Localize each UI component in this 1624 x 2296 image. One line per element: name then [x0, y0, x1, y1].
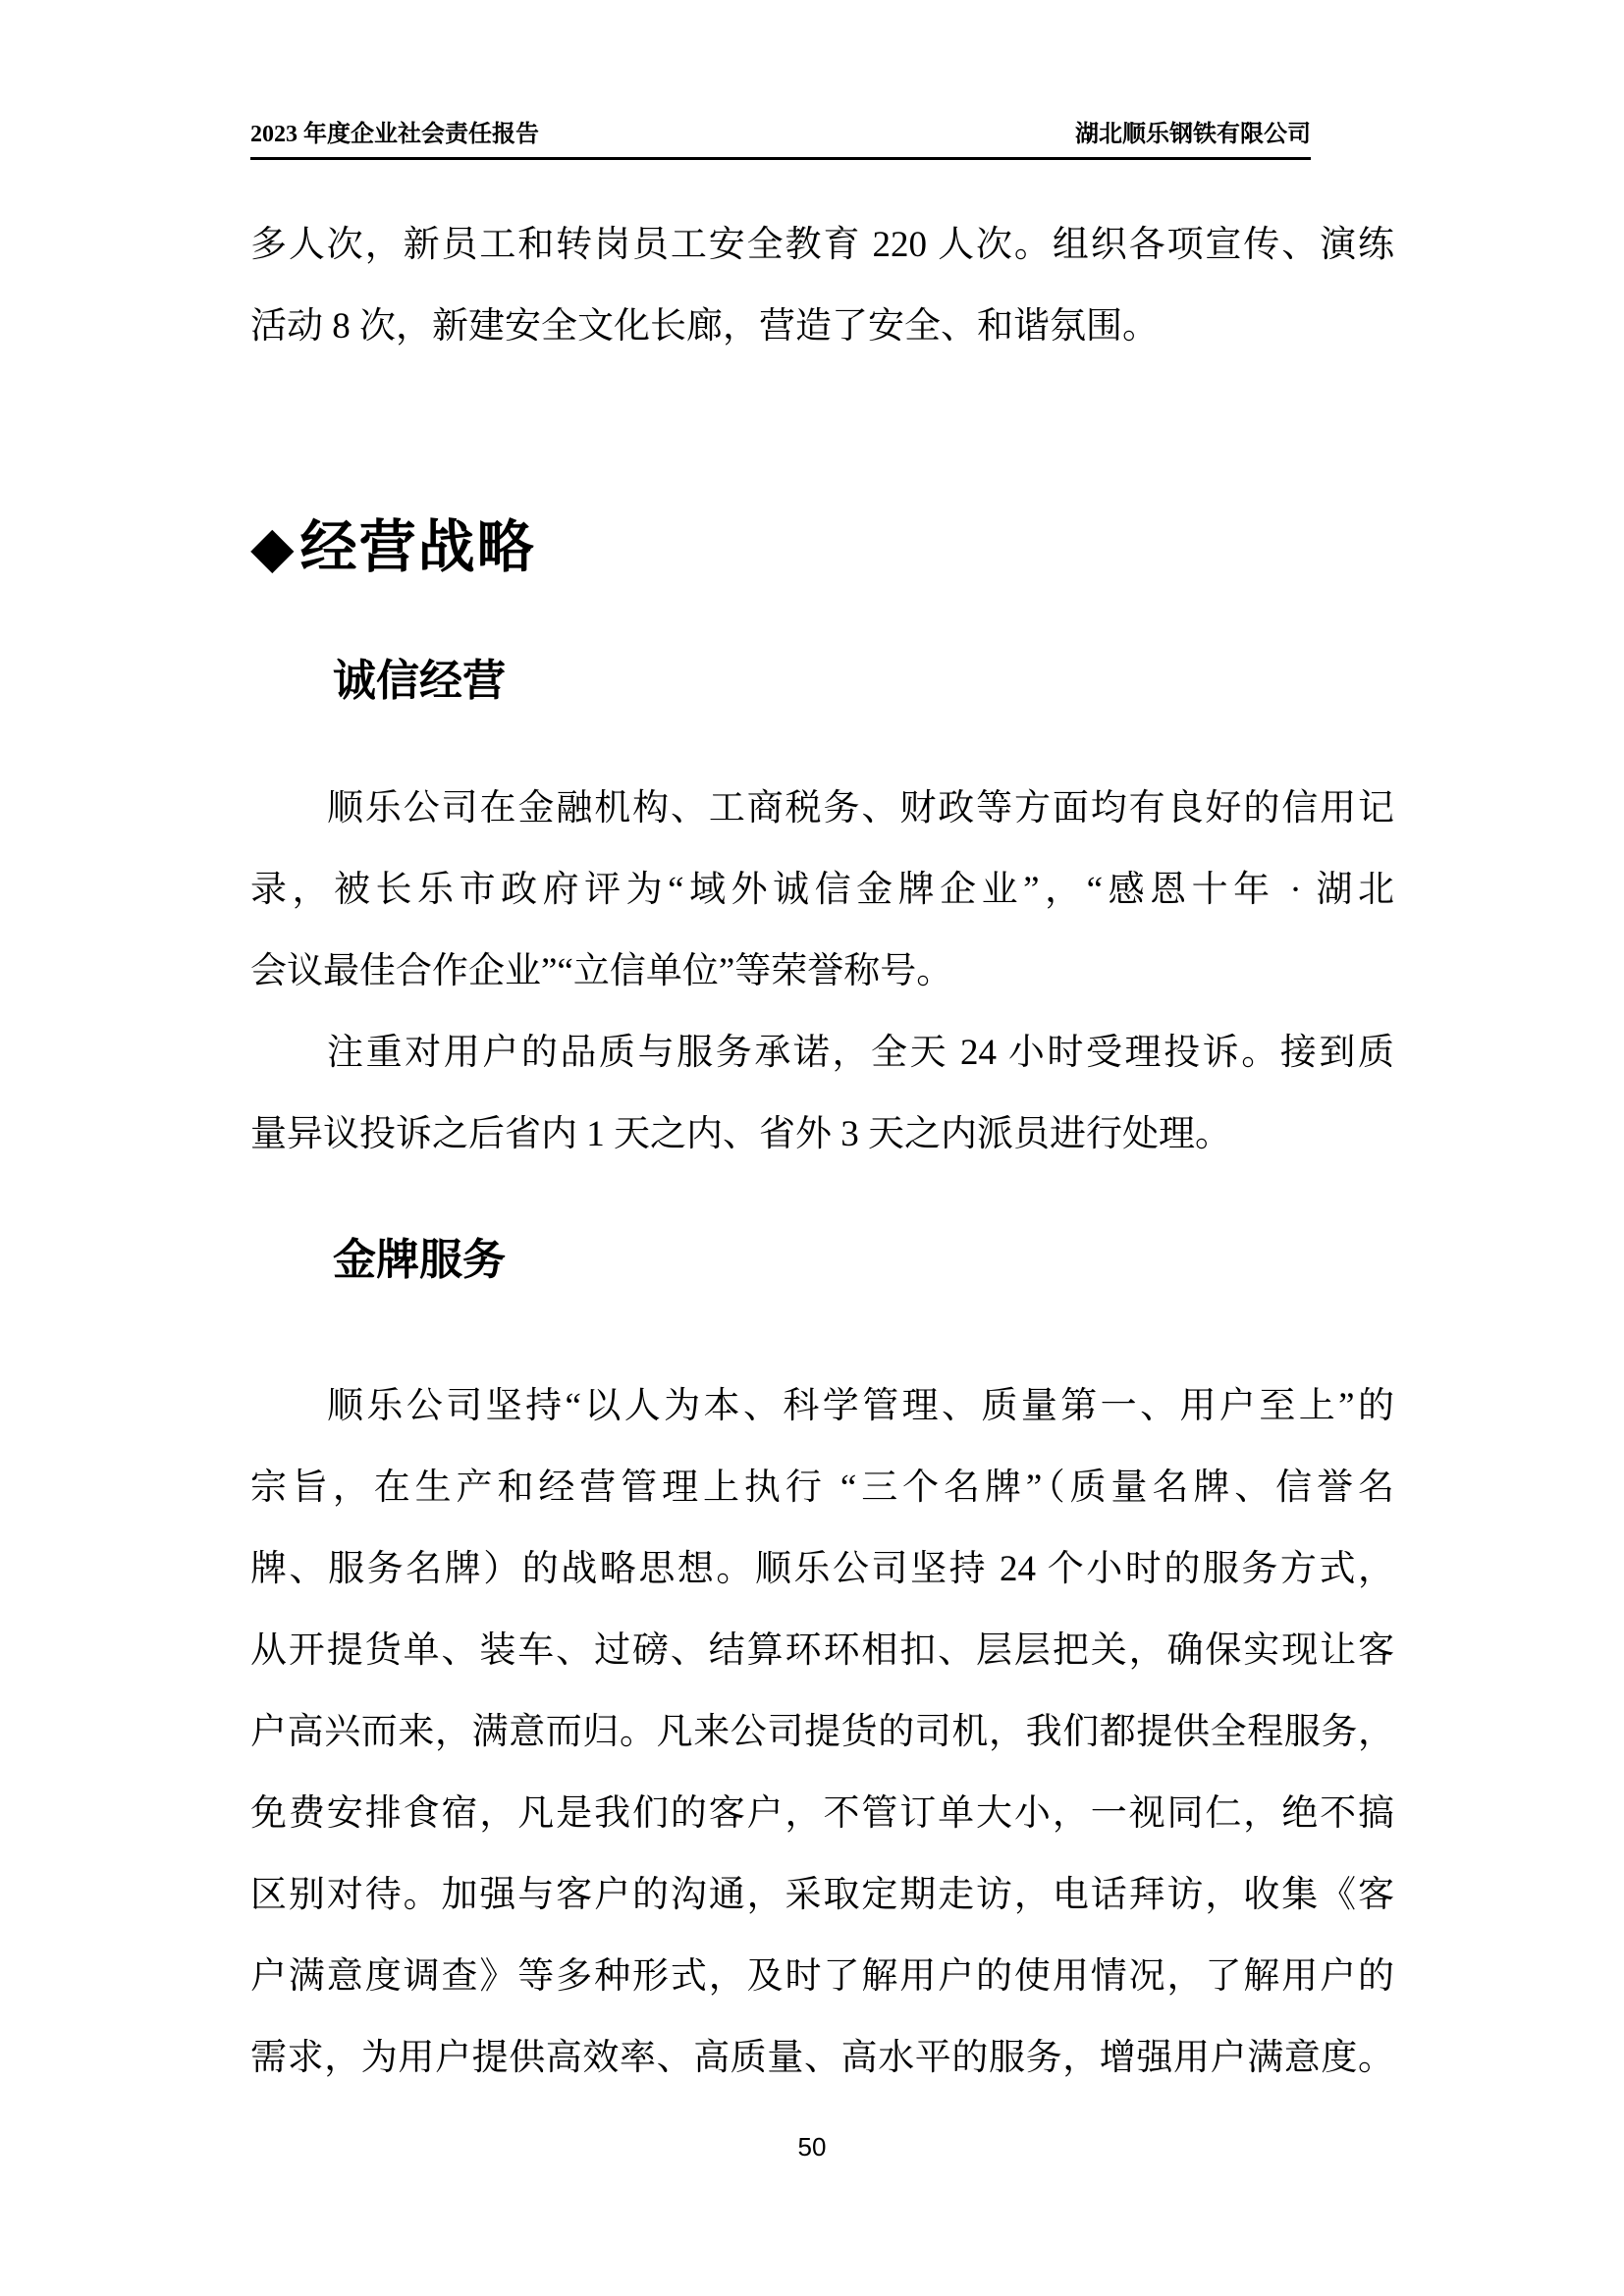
text-line: 顺乐公司坚持“以人为本、科学管理、质量第一、用户至上”的: [327, 1386, 1394, 1426]
diamond-bullet-icon: ◆: [250, 515, 297, 579]
text-line: 区别对待。加强与客户的沟通，采取定期走访，电话拜访，收集《客: [250, 1875, 1394, 1915]
paragraph-service-promise: [250, 1012, 1394, 1175]
text-line: 录，被长乐市政府评为“域外诚信金牌企业”，“感恩十年 · 湖北: [250, 870, 1394, 910]
text-line: 注重对用户的品质与服务承诺，全天 24 小时受理投诉。接到质: [327, 1033, 1394, 1073]
text-line: 宗旨，在生产和经营管理上执行 “三个名牌”（质量名牌、信誉名: [250, 1468, 1394, 1508]
header-company-name: 湖北顺乐钢铁有限公司: [1075, 122, 1311, 147]
page-header: [250, 0, 1311, 160]
text-line: 牌、服务名牌）的战略思想。顺乐公司坚持 24 个小时的服务方式，: [250, 1549, 1394, 1589]
text-line: 顺乐公司在金融机构、工商税务、财政等方面均有良好的信用记: [327, 788, 1394, 828]
text-line: 量异议投诉之后省内 1 天之内、省外 3 天之内派员进行处理。: [250, 1114, 1231, 1154]
text-line: 免费安排食宿，凡是我们的客户，不管订单大小，一视同仁，绝不搞: [250, 1793, 1394, 1834]
subsection-title-gold-service: 金牌服务: [333, 1236, 506, 1284]
text-line: 户高兴而来，满意而归。凡来公司提货的司机，我们都提供全程服务，: [250, 1712, 1394, 1752]
text-line: 会议最佳合作企业”“立信单位”等荣誉称号。: [250, 951, 953, 991]
section-title: 经营战略: [299, 515, 536, 579]
paragraph-safety-intro: [250, 204, 1394, 367]
text-line: 从开提货单、装车、过磅、结算环环相扣、层层把关，确保实现让客: [250, 1630, 1394, 1671]
page-number: 50: [797, 2132, 827, 2162]
subsection-title-integrity: 诚信经营: [333, 657, 506, 705]
paragraph-credit-record: [250, 768, 1394, 1012]
text-line: 多人次，新员工和转岗员工安全教育 220 人次。组织各项宣传、演练: [250, 225, 1394, 265]
text-line: 需求，为用户提供高效率、高质量、高水平的服务，增强用户满意度。: [250, 2038, 1394, 2078]
header-report-title: 2023 年度企业社会责任报告: [250, 122, 539, 147]
paragraph-gold-service: [250, 1365, 1394, 2099]
text-line: 户满意度调查》等多种形式，及时了解用户的使用情况，了解用户的: [250, 1956, 1394, 1997]
section-heading: [250, 504, 1394, 592]
text-line: 活动 8 次，新建安全文化长廊，营造了安全、和谐氛围。: [250, 306, 1159, 347]
